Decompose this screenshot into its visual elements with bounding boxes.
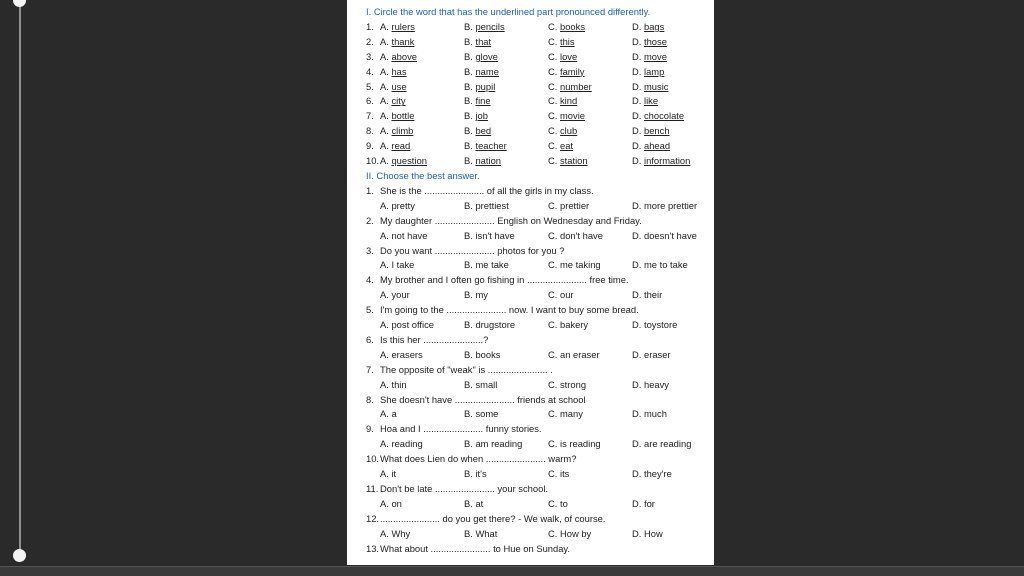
- answer-option[interactable]: C. prettier: [548, 199, 590, 211]
- options-row: [366, 467, 711, 482]
- option-word: read: [391, 140, 411, 152]
- option-letter: C.: [548, 155, 560, 167]
- question-number: 1.: [366, 184, 374, 196]
- option-word: has: [391, 65, 407, 77]
- option-letter: D.: [632, 20, 644, 32]
- option-letter: B.: [464, 155, 476, 167]
- answer-option[interactable]: B. drugstore: [464, 319, 516, 331]
- options-row: [366, 527, 711, 542]
- answer-option[interactable]: [464, 154, 501, 169]
- answer-option[interactable]: [548, 109, 585, 124]
- question-row: [366, 184, 711, 199]
- option-letter: A.: [380, 50, 392, 62]
- option-letter: C.: [548, 80, 560, 92]
- option-word: teacher: [475, 140, 507, 152]
- answer-option[interactable]: C. don't have: [548, 229, 603, 241]
- question-number: 10.: [366, 453, 380, 465]
- answer-option[interactable]: [464, 20, 505, 35]
- options-row: [366, 199, 711, 214]
- section1-heading: [366, 5, 711, 20]
- option-letter: A.: [380, 95, 392, 107]
- answer-option[interactable]: C. How by: [548, 527, 592, 539]
- option-letter: A.: [380, 65, 392, 77]
- question-number: 7.: [366, 363, 374, 375]
- option-letter: A.: [380, 80, 392, 92]
- option-word: bags: [643, 20, 665, 32]
- answer-option[interactable]: A. a: [380, 408, 397, 420]
- answer-option[interactable]: [464, 139, 507, 154]
- answer-option[interactable]: [380, 154, 427, 169]
- option-word: glove: [475, 50, 498, 62]
- answer-option[interactable]: [548, 20, 585, 35]
- option-word: move: [643, 50, 667, 62]
- answer-option[interactable]: [632, 124, 670, 139]
- answer-option[interactable]: [632, 80, 668, 95]
- question-row: [366, 512, 711, 527]
- answer-option[interactable]: [632, 109, 684, 124]
- answer-option[interactable]: [632, 154, 690, 169]
- question-number: 5.: [366, 80, 374, 92]
- answer-option[interactable]: D. more prettier: [632, 199, 698, 211]
- answer-option[interactable]: [464, 124, 491, 139]
- answer-option[interactable]: C. strong: [548, 378, 587, 390]
- question-number: 5.: [366, 304, 374, 316]
- answer-option[interactable]: [380, 109, 414, 124]
- question-text: ....................... do you get there? - We walk, of course.: [380, 512, 606, 524]
- answer-option[interactable]: B. some: [464, 408, 499, 420]
- option-word: those: [643, 35, 667, 47]
- answer-option[interactable]: A. reading: [380, 438, 423, 450]
- option-letter: B.: [464, 20, 476, 32]
- answer-option[interactable]: A. thin: [380, 378, 407, 390]
- option-letter: A.: [380, 155, 392, 167]
- option-word: information: [643, 155, 691, 167]
- answer-option[interactable]: D. are reading: [632, 438, 692, 450]
- option-letter: C.: [548, 125, 560, 137]
- question-number: 3.: [366, 244, 374, 256]
- question-row: [366, 35, 711, 50]
- option-word: books: [559, 20, 586, 32]
- option-letter: D.: [632, 35, 644, 47]
- question-text: Hoa and I ....................... funny stories.: [380, 423, 542, 435]
- question-number: 6.: [366, 95, 374, 107]
- option-word: name: [475, 65, 499, 77]
- answer-option[interactable]: D. for: [632, 497, 655, 509]
- option-word: city: [391, 95, 406, 107]
- answer-option[interactable]: A. post office: [380, 319, 435, 331]
- answer-option[interactable]: D. me to take: [632, 259, 688, 271]
- vertical-slider-track[interactable]: [19, 0, 21, 556]
- options-row: [366, 437, 711, 452]
- option-letter: D.: [632, 50, 644, 62]
- answer-option[interactable]: [380, 139, 410, 154]
- answer-option[interactable]: [464, 94, 491, 109]
- answer-option[interactable]: [380, 35, 414, 50]
- answer-option[interactable]: D. heavy: [632, 378, 669, 390]
- answer-option[interactable]: D. much: [632, 408, 667, 420]
- answer-option[interactable]: B. What: [464, 527, 498, 539]
- options-row: [366, 407, 711, 422]
- answer-option[interactable]: B. books: [464, 348, 501, 360]
- question-row: [366, 333, 711, 348]
- option-letter: B.: [464, 95, 476, 107]
- document-page: [347, 0, 714, 565]
- option-letter: D.: [632, 95, 644, 107]
- answer-option[interactable]: [380, 20, 415, 35]
- options-row: [366, 348, 711, 363]
- question-row: [366, 363, 711, 378]
- answer-option[interactable]: [380, 80, 407, 95]
- answer-option[interactable]: C. to: [548, 497, 568, 509]
- answer-option[interactable]: B. my: [464, 289, 488, 301]
- answer-option[interactable]: C. me taking: [548, 259, 601, 271]
- slider-bottom-handle[interactable]: [13, 549, 26, 562]
- question-row: [366, 109, 711, 124]
- option-word: nation: [475, 155, 502, 167]
- answer-option[interactable]: B. prettiest: [464, 199, 509, 211]
- option-letter: C.: [548, 95, 560, 107]
- option-letter: A.: [380, 35, 392, 47]
- options-row: [366, 229, 711, 244]
- slider-top-handle[interactable]: [13, 0, 26, 7]
- option-letter: A.: [380, 20, 392, 32]
- question-row: [366, 65, 711, 80]
- answer-option[interactable]: [548, 124, 577, 139]
- question-row: [366, 482, 711, 497]
- option-word: like: [643, 95, 659, 107]
- question-number: 6.: [366, 333, 374, 345]
- option-word: rulers: [391, 20, 415, 32]
- question-number: 13.: [366, 542, 380, 554]
- question-number: 9.: [366, 423, 374, 435]
- answer-option[interactable]: C. is reading: [548, 438, 601, 450]
- answer-option[interactable]: A. it: [380, 468, 397, 480]
- question-text: My daughter ....................... English on Wednesday and Friday.: [380, 214, 642, 226]
- option-word: ahead: [643, 140, 671, 152]
- option-word: love: [559, 50, 578, 62]
- answer-option[interactable]: [548, 35, 575, 50]
- question-number: 12.: [366, 512, 380, 524]
- answer-option[interactable]: A. Why: [380, 527, 411, 539]
- option-word: bed: [475, 125, 492, 137]
- answer-option[interactable]: A. your: [380, 289, 410, 301]
- question-number: 1.: [366, 20, 374, 32]
- option-letter: D.: [632, 80, 644, 92]
- options-row: [366, 288, 711, 303]
- question-row: [366, 273, 711, 288]
- question-text: Is this her .......................?: [380, 333, 489, 345]
- question-text: She is the ....................... of all the girls in my class.: [380, 184, 594, 196]
- option-word: movie: [559, 110, 585, 122]
- answer-option[interactable]: [632, 50, 667, 65]
- answer-option[interactable]: [632, 139, 670, 154]
- answer-option[interactable]: D. doesn't have: [632, 229, 697, 241]
- question-row: [366, 50, 711, 65]
- answer-option[interactable]: [380, 94, 406, 109]
- answer-option[interactable]: A. on: [380, 497, 402, 509]
- answer-option[interactable]: [380, 50, 417, 65]
- question-row: [366, 124, 711, 139]
- answer-option[interactable]: C. its: [548, 468, 570, 480]
- answer-option[interactable]: A. pretty: [380, 199, 415, 211]
- option-letter: B.: [464, 65, 476, 77]
- section1-heading-text: I. Circle the word that has the underlined part pronounced differently.: [366, 6, 651, 17]
- answer-option[interactable]: B. am reading: [464, 438, 523, 450]
- question-row: [366, 20, 711, 35]
- option-word: station: [559, 155, 588, 167]
- option-letter: A.: [380, 125, 392, 137]
- question-number: 8.: [366, 125, 374, 137]
- question-text: The opposite of "weak" is ....................... .: [380, 363, 553, 375]
- option-word: pupil: [475, 80, 496, 92]
- option-word: music: [643, 80, 669, 92]
- question-number: 11.: [366, 483, 379, 494]
- answer-option[interactable]: [632, 35, 667, 50]
- answer-option[interactable]: C. bakery: [548, 319, 589, 331]
- section2-heading-text: II. Choose the best answer.: [366, 169, 480, 181]
- question-row: [366, 94, 711, 109]
- question-row: [366, 244, 711, 259]
- option-letter: C.: [548, 20, 560, 32]
- option-word: kind: [559, 95, 578, 107]
- option-word: chocolate: [643, 110, 685, 122]
- option-word: pencils: [475, 20, 505, 32]
- answer-option[interactable]: B. at: [464, 497, 484, 509]
- question-row: [366, 80, 711, 95]
- option-word: family: [559, 65, 585, 77]
- option-letter: B.: [464, 50, 476, 62]
- question-row: [366, 542, 711, 557]
- options-row: [366, 497, 711, 512]
- answer-option[interactable]: A. erasers: [380, 348, 423, 360]
- option-letter: D.: [632, 155, 644, 167]
- answer-option[interactable]: [464, 109, 488, 124]
- answer-option[interactable]: [632, 20, 664, 35]
- answer-option[interactable]: [548, 94, 577, 109]
- question-number: 9.: [366, 140, 374, 152]
- question-number: 7.: [366, 110, 374, 122]
- answer-option[interactable]: [464, 80, 495, 95]
- answer-option[interactable]: [464, 50, 498, 65]
- option-letter: C.: [548, 35, 560, 47]
- option-letter: C.: [548, 110, 560, 122]
- answer-option[interactable]: [548, 65, 584, 80]
- option-letter: B.: [464, 80, 476, 92]
- options-row: [366, 318, 711, 333]
- answer-option[interactable]: A. I take: [380, 259, 415, 271]
- question-number: 4.: [366, 274, 374, 286]
- question-text: I'm going to the ....................... now. I want to buy some bread.: [380, 304, 639, 316]
- answer-option[interactable]: [548, 50, 577, 65]
- option-letter: D.: [632, 65, 644, 77]
- question-text: Do you want ....................... photos for you ?: [380, 244, 565, 256]
- option-word: thank: [391, 35, 415, 47]
- option-letter: D.: [632, 140, 644, 152]
- answer-option[interactable]: [632, 65, 664, 80]
- question-number: 2.: [366, 35, 374, 47]
- question-number: 2.: [366, 214, 374, 226]
- answer-option[interactable]: [380, 65, 407, 80]
- answer-option[interactable]: [548, 139, 573, 154]
- option-word: lamp: [643, 65, 665, 77]
- question-row: [366, 154, 711, 169]
- option-letter: D.: [632, 125, 644, 137]
- option-word: question: [391, 155, 427, 167]
- option-word: fine: [475, 95, 491, 107]
- options-row: [366, 378, 711, 393]
- answer-option[interactable]: A. not have: [380, 229, 428, 241]
- question-text: What does Lien do when ....................... warm?: [380, 453, 577, 465]
- option-letter: A.: [380, 140, 392, 152]
- question-number: 3.: [366, 50, 374, 62]
- answer-option[interactable]: C. many: [548, 408, 583, 420]
- answer-option[interactable]: [632, 94, 658, 109]
- question-text: My brother and I often go fishing in ....................... free time.: [380, 274, 629, 286]
- option-word: bench: [643, 125, 670, 137]
- option-letter: A.: [380, 110, 392, 122]
- option-letter: B.: [464, 140, 476, 152]
- option-word: climb: [391, 125, 414, 137]
- option-word: job: [475, 110, 488, 122]
- option-word: number: [559, 80, 592, 92]
- question-text: She doesn't have ....................... friends at school: [380, 393, 586, 405]
- answer-option[interactable]: [464, 35, 491, 50]
- question-row: [366, 139, 711, 154]
- answer-option[interactable]: C. our: [548, 289, 574, 301]
- option-letter: C.: [548, 65, 560, 77]
- option-word: use: [391, 80, 407, 92]
- option-letter: C.: [548, 140, 560, 152]
- option-letter: B.: [464, 35, 476, 47]
- question-row: [366, 214, 711, 229]
- answer-option[interactable]: C. an eraser: [548, 348, 600, 360]
- answer-option[interactable]: [548, 154, 588, 169]
- question-row: [366, 452, 711, 467]
- option-letter: C.: [548, 50, 560, 62]
- option-word: bottle: [391, 110, 415, 122]
- answer-option[interactable]: [380, 124, 413, 139]
- option-word: above: [391, 50, 418, 62]
- question-row: [366, 422, 711, 437]
- answer-option[interactable]: B. small: [464, 378, 498, 390]
- answer-option[interactable]: B. me take: [464, 259, 509, 271]
- option-word: eat: [559, 140, 574, 152]
- question-text: What about ....................... to Hue on Sunday.: [380, 542, 571, 554]
- options-row: [366, 258, 711, 273]
- question-row: [366, 393, 711, 408]
- answer-option[interactable]: D. they're: [632, 468, 672, 480]
- option-letter: B.: [464, 125, 476, 137]
- answer-option[interactable]: [548, 80, 592, 95]
- section2-heading: [366, 169, 711, 184]
- answer-option[interactable]: D. eraser: [632, 348, 671, 360]
- option-word: this: [559, 35, 575, 47]
- option-letter: D.: [632, 110, 644, 122]
- question-text: Don't be late ....................... your school.: [380, 483, 549, 494]
- answer-option[interactable]: D. How: [632, 527, 663, 539]
- worksheet-content: [366, 5, 711, 557]
- option-letter: B.: [464, 110, 476, 122]
- answer-option[interactable]: B. isn't have: [464, 229, 515, 241]
- answer-option[interactable]: [464, 65, 499, 80]
- question-row: [366, 303, 711, 318]
- question-number: 4.: [366, 65, 374, 77]
- option-word: that: [475, 35, 492, 47]
- answer-option[interactable]: B. it's: [464, 468, 487, 480]
- question-number: 10.: [366, 155, 380, 167]
- answer-option[interactable]: D. toystore: [632, 319, 678, 331]
- answer-option[interactable]: D. their: [632, 289, 663, 301]
- question-number: 8.: [366, 393, 374, 405]
- option-word: club: [559, 125, 578, 137]
